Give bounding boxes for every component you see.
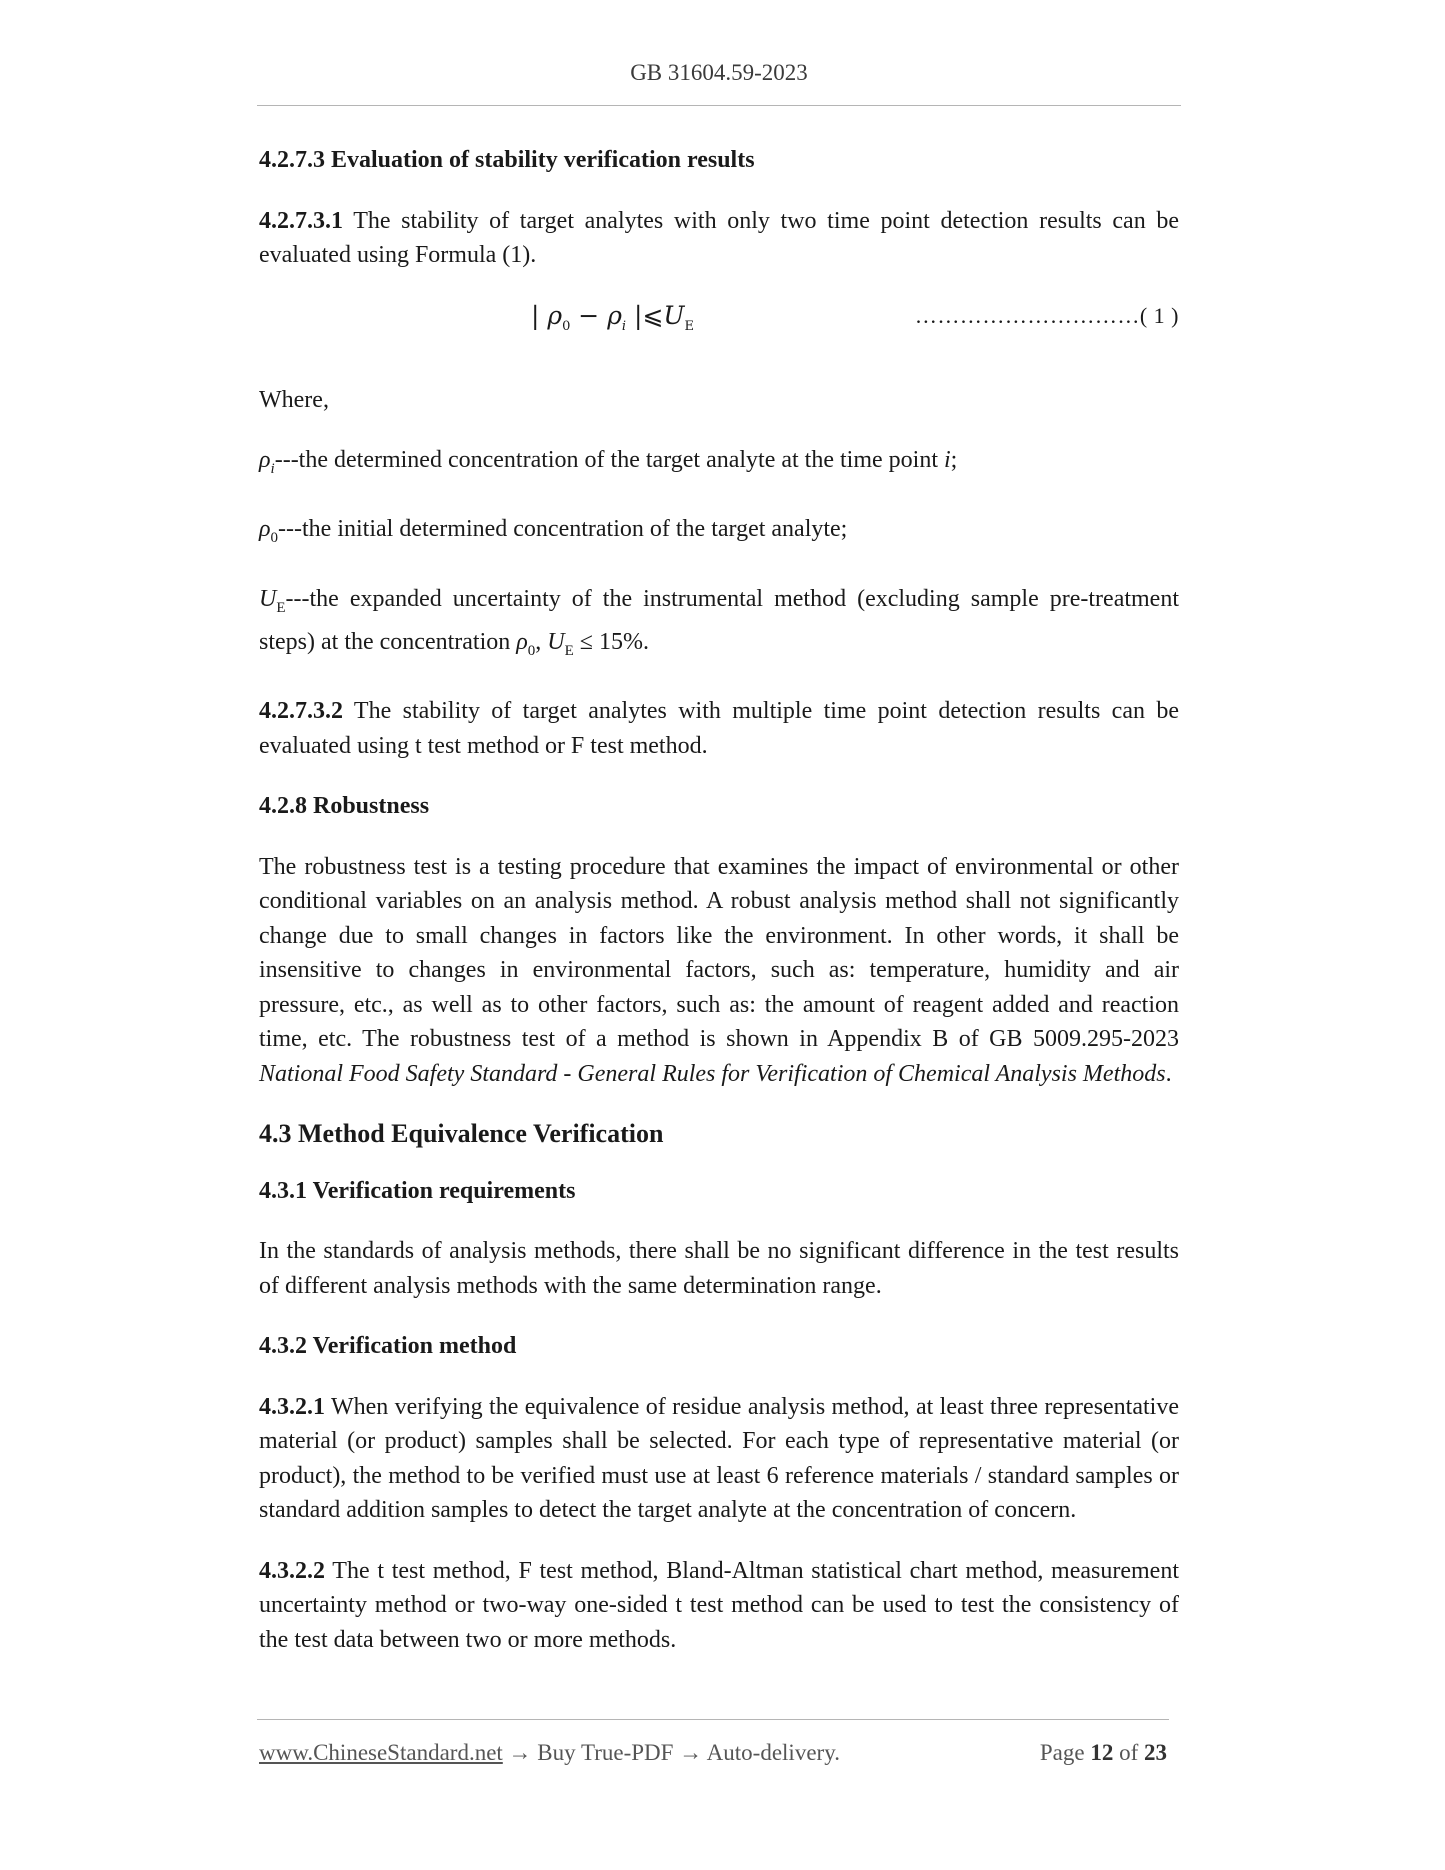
clause-number: 4.2.7.3.1	[259, 207, 343, 234]
heading-4-3-2: 4.3.2 Verification method	[259, 1333, 517, 1360]
clause-text: When verifying the equivalence of residue analysis method, at least three representative material (or product) samples shall be selected. For each type of representative material (or product), the method to be verified must use at least 6 reference materials / standard samples or standard addition samples to detect the target analyte at the concentration of concern.	[259, 1393, 1179, 1524]
clause-4-2-7-3-2	[259, 694, 1179, 763]
buy-pdf-text: Buy True-PDF	[537, 1740, 674, 1765]
heading-4-2-7-3: 4.2.7.3 Evaluation of stability verification results	[259, 147, 755, 173]
arrow-right-icon: →	[502, 1740, 538, 1765]
formula-expression: | $\rho_0 - \rho_i$ $|⩽U_E$	[531, 300, 694, 334]
definition-rho-i: $\rho_i--$-the determined concentration of the target analyte at the time point i;	[259, 447, 958, 477]
clause-4-3-2-2	[259, 1554, 1179, 1658]
heading-4-3: 4.3 Method Equivalence Verification	[259, 1119, 664, 1149]
clause-4-3-2-1	[259, 1390, 1179, 1528]
page-content	[259, 143, 1179, 1683]
page-indicator: Page 12 of 23	[1039, 1740, 1167, 1765]
definition-rho-0: $\rho_0--$-the initial determined concentration of the target analyte;	[259, 516, 848, 547]
formula-1	[259, 291, 1179, 341]
clause-number: 4.2.7.3.2	[259, 698, 343, 725]
clause-number: 4.3.2.2	[259, 1557, 325, 1584]
where-label: Where,	[259, 386, 329, 413]
heading-4-3-1: 4.3.1 Verification requirements	[259, 1177, 576, 1204]
footer-promo	[259, 1740, 840, 1766]
verification-requirements-paragraph: In the standards of analysis methods, there shall be no significant difference in the test results of different analysis methods with the same determination range.	[259, 1238, 1179, 1299]
header-divider	[257, 105, 1181, 106]
definition-ue: $U_E--$-the expanded uncertainty of the instrumental method (excluding sample pre-treatment steps) at the concentration $\rho_0$, $U_E \le 15\%$.	[259, 585, 1179, 659]
auto-delivery-text: Auto-delivery.	[706, 1740, 840, 1765]
footer-divider	[257, 1719, 1169, 1720]
clause-number: 4.3.2.1	[259, 1393, 325, 1420]
document-id-header: GB 31604.59-2023	[630, 60, 808, 85]
clause-text: The stability of target analytes with only two time point detection results can be evaluated using Formula (1).	[259, 207, 1179, 268]
standard-title: National Food Safety Standard - General Rules for Verification of Chemical Analysis Methods	[259, 1060, 1166, 1087]
formula-number: …………………………( 1 )	[914, 302, 1179, 328]
page-total: 23	[1144, 1740, 1167, 1765]
page-number: 12	[1090, 1740, 1114, 1765]
clause-text: The stability of target analytes with multiple time point detection results can be evaluated using t test method or F test method.	[259, 698, 1179, 759]
clause-text: The t test method, F test method, Bland-Altman statistical chart method, measurement uncertainty method or two-way one-sided t test method can be used to test the consistency of the test data between two or more methods.	[259, 1557, 1179, 1653]
robustness-paragraph: The robustness test is a testing procedure that examines the impact of environmental or other conditional variables on an analysis method. A robust analysis method shall not significantly change due to small changes in factors like the environment. In other words, it shall be insensitive to changes in environmental factors, such as: temperature, humidity and air pressure, etc., as well as to other factors, such as: the amount of reagent added and reaction time, etc. The robustness test of a method is shown in Appendix B of GB 5009.295-2023 National Food Safety Standard - General Rules for Verification of Chemical Analysis Methods.	[259, 853, 1179, 1087]
website-link[interactable]: www.ChineseStandard.net	[259, 1740, 503, 1765]
clause-4-2-7-3-1	[259, 204, 1179, 273]
heading-4-2-8: 4.2.8 Robustness	[259, 793, 430, 820]
arrow-right-icon: →	[673, 1740, 707, 1765]
